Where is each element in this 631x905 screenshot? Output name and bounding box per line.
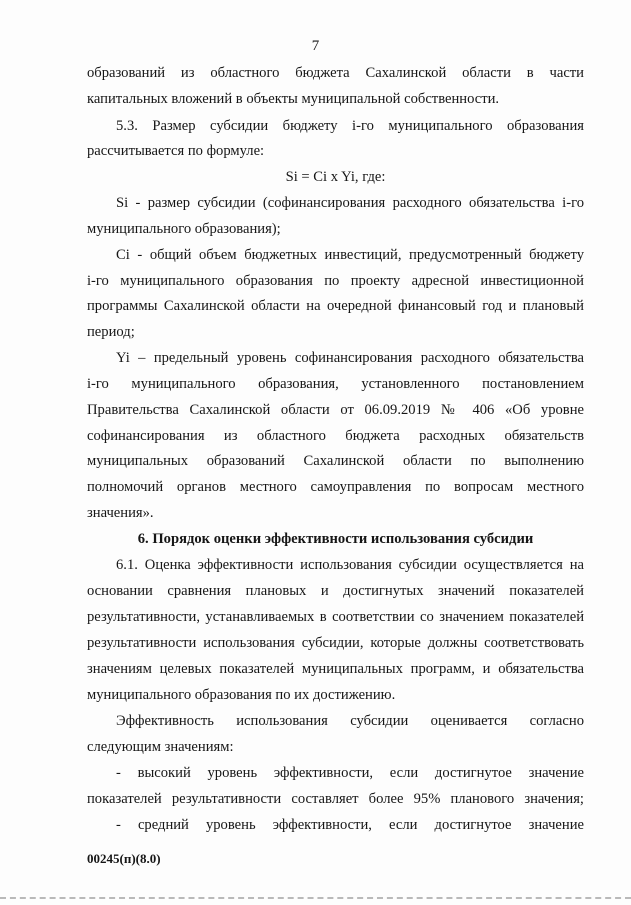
- text-line: Ci - общий объем бюджетных инвестиций, предусмотренный бюджету: [116, 247, 584, 263]
- text-line: Si - размер субсидии (софинансирования расходного обязательства i-го: [116, 195, 584, 211]
- text-line: результативности, устанавливаемых в соответствии со значением показателей: [87, 609, 584, 625]
- text-line: Эффективность использования субсидии оценивается согласно: [116, 713, 584, 729]
- text-line: муниципального образования);: [87, 221, 281, 237]
- text-line: значениям целевых показателей муниципальных программ, и обязательства: [87, 661, 584, 677]
- document-code: 00245(п)(8.0): [87, 851, 161, 866]
- text-line: муниципального образования по их достижению.: [87, 687, 396, 703]
- text-line: период;: [87, 324, 135, 340]
- list-item: - высокий уровень эффективности, если достигнутое значение: [116, 765, 584, 781]
- text-line: муниципальных образований Сахалинской области по выполнению: [87, 453, 584, 469]
- text-line: значения».: [87, 505, 154, 521]
- text-line: 5.3. Размер субсидии бюджету i-го муниципального образования: [116, 118, 584, 134]
- text-line: i-го муниципального образования, установленного постановлением: [87, 376, 584, 392]
- formula: Si = Ci x Yi, где:: [285, 169, 386, 185]
- page-edge-divider: [0, 897, 631, 899]
- text-line: i-го муниципального образования по проекту адресной инвестиционной: [87, 273, 584, 289]
- text-line: результативности использования субсидии, которые должны соответствовать: [87, 635, 584, 651]
- text-line: 6.1. Оценка эффективности использования субсидии осуществляется на: [116, 557, 584, 573]
- section-heading: 6. Порядок оценки эффективности использования субсидии: [137, 531, 534, 547]
- text-line: софинансирования из областного бюджета расходных обязательств: [87, 428, 584, 444]
- text-line: рассчитывается по формуле:: [87, 143, 265, 159]
- text-line: Yi – предельный уровень софинансирования расходного обязательства: [116, 350, 584, 366]
- text-line: капитальных вложений в объекты муниципальной собственности.: [87, 91, 500, 107]
- text-line: программы Сахалинской области на очередной финансовый год и плановый: [87, 298, 584, 314]
- text-line: Правительства Сахалинской области от 06.09.2019 № 406 «Об уровне: [87, 402, 584, 418]
- page-number: 7: [311, 38, 320, 54]
- text-line: основании сравнения плановых и достигнутых значений показателей: [87, 583, 584, 599]
- text-line: показателей результативности составляет более 95% планового значения;: [87, 791, 584, 807]
- text-line: образований из областного бюджета Сахалинской области в части: [87, 65, 584, 81]
- list-item: - средний уровень эффективности, если достигнутое значение: [116, 817, 584, 833]
- text-line: следующим значениям:: [87, 739, 234, 755]
- text-line: полномочий органов местного самоуправления по вопросам местного: [87, 479, 584, 495]
